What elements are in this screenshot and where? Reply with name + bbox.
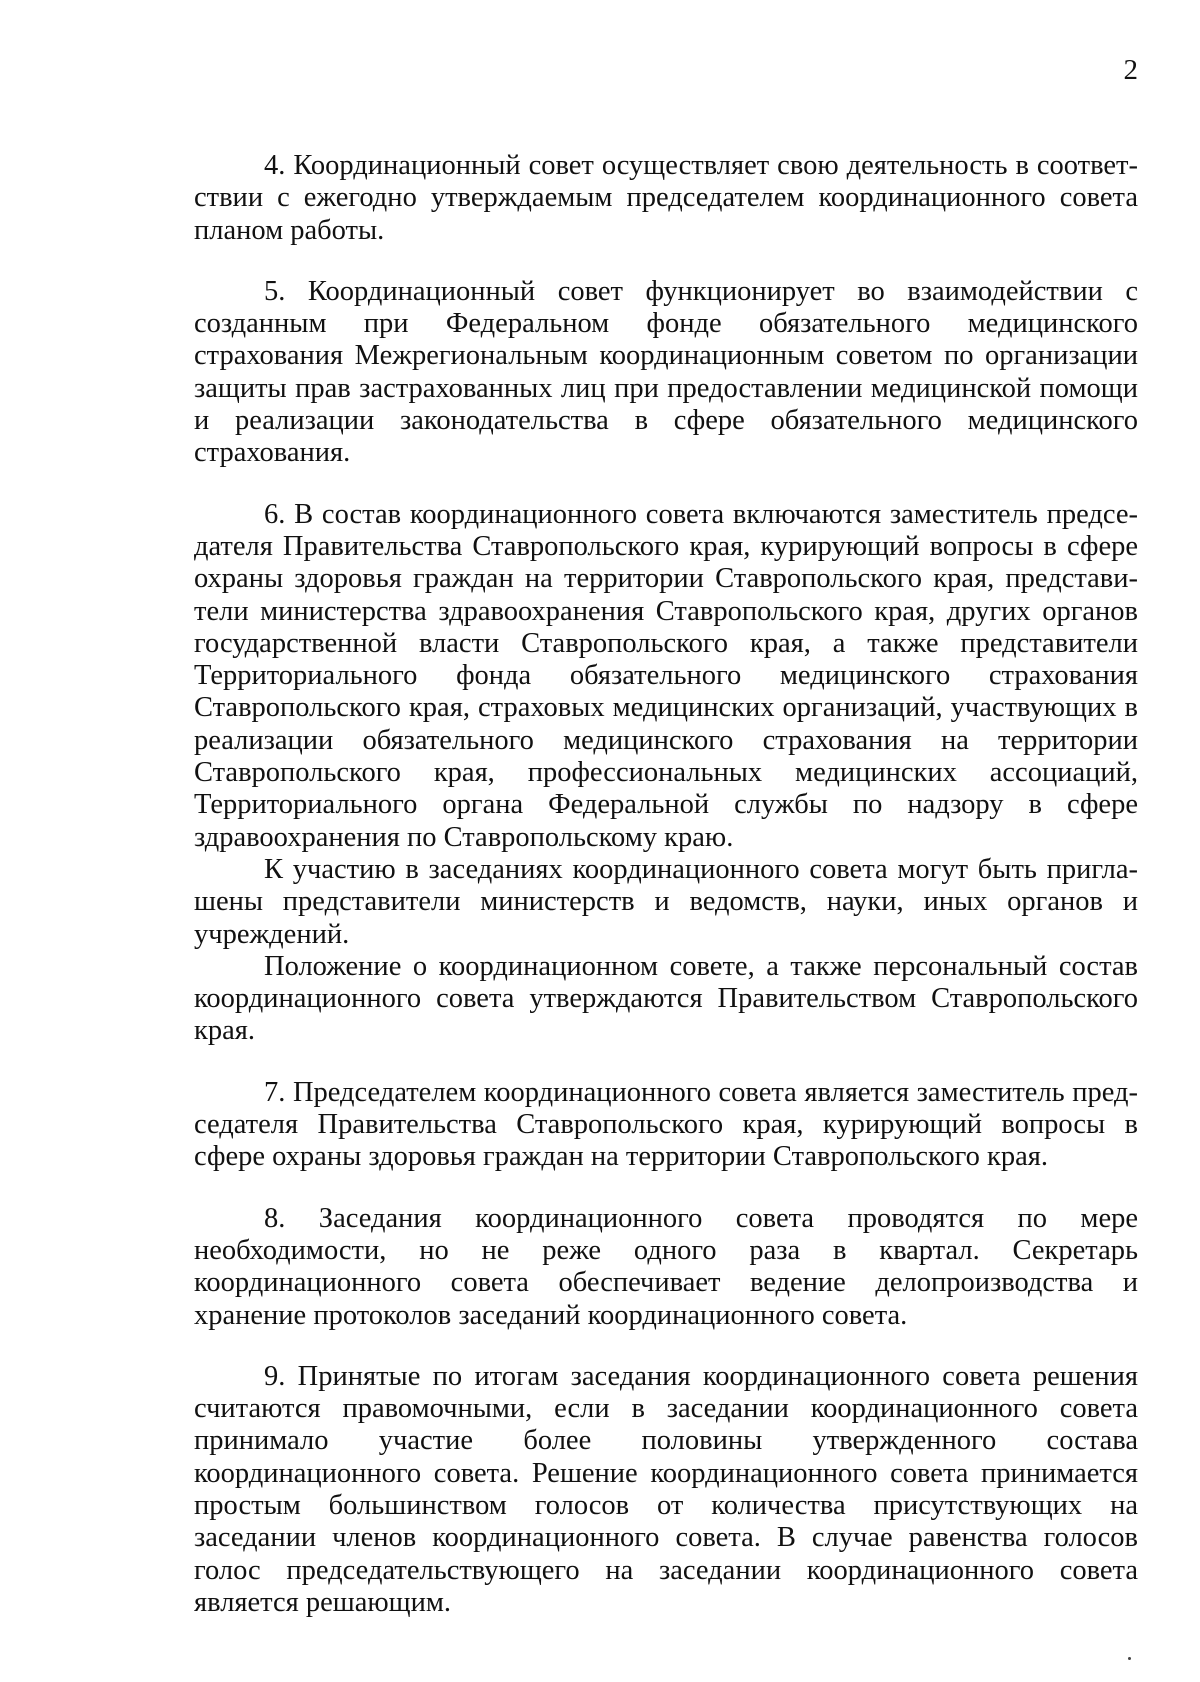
paragraph-8: 8. Заседания координационного совета проводятся по мере необходимости, но не реже одного раза в квартал. Секретарь координационного совета обеспечивает ведение делопроизводства и хранение протоколов заседаний координационного совета. xyxy=(194,1202,1138,1331)
paragraph-6-regulation: Положение о координационном совете, а также персональный состав координационного совета утверждаются Правительством Ставропольского края. xyxy=(194,950,1138,1047)
paragraph-5: 5. Координационный совет функционирует во взаимодействии с созданным при Федеральном фонде обязательного медицинского страхования Межрегиональным координационным советом по организации защиты прав застрахованных лиц при предоставлении медицинской помощи и реализации законодательства в сфере обязательного медицинского страхования. xyxy=(194,275,1138,469)
scan-dot xyxy=(1128,1657,1131,1660)
paragraph-9: 9. Принятые по итогам заседания координационного совета решения считаются правомочными, если в заседании координационного совета принимало участие более половины утвержденного состава координационного совета. Решение координационного совета принимается простым большинством голосов от количества присутствующих на заседании членов координационного совета. В случае равенства голосов голос председательствующего на заседании координационного совета является решающим. xyxy=(194,1360,1138,1618)
paragraph-7: 7. Председателем координационного совета является заместитель председателя Правительства Ставропольского края, курирующий вопросы в сфере охраны здоровья граждан на территории Ставропольского края. xyxy=(194,1076,1138,1173)
page-number: 2 xyxy=(1123,54,1138,86)
paragraph-6-invitation: К участию в заседаниях координационного совета могут быть приглашены представители министерств и ведомств, науки, иных органов и учреждений. xyxy=(194,853,1138,950)
paragraph-4: 4. Координационный совет осуществляет свою деятельность в соответствии с ежегодно утверждаемым председателем координационного совета планом работы. xyxy=(194,150,1138,246)
document-body xyxy=(194,150,1138,1619)
paragraph-6: 6. В состав координационного совета включаются заместитель председателя Правительства Ставропольского края, курирующий вопросы в сфере охраны здоровья граждан на территории Ставропольского края, представители министерства здравоохранения Ставропольского края, других органов государственной власти Ставропольского края, а также представители Территориального фонда обязательного медицинского страхования Ставропольского края, страховых медицинских организаций, участвующих в реализации обязательного медицинского страхования на территории Ставропольского края, профессиональных медицинских ассоциаций, Территориального органа Федеральной службы по надзору в сфере здравоохранения по Ставропольскому краю. xyxy=(194,498,1138,853)
